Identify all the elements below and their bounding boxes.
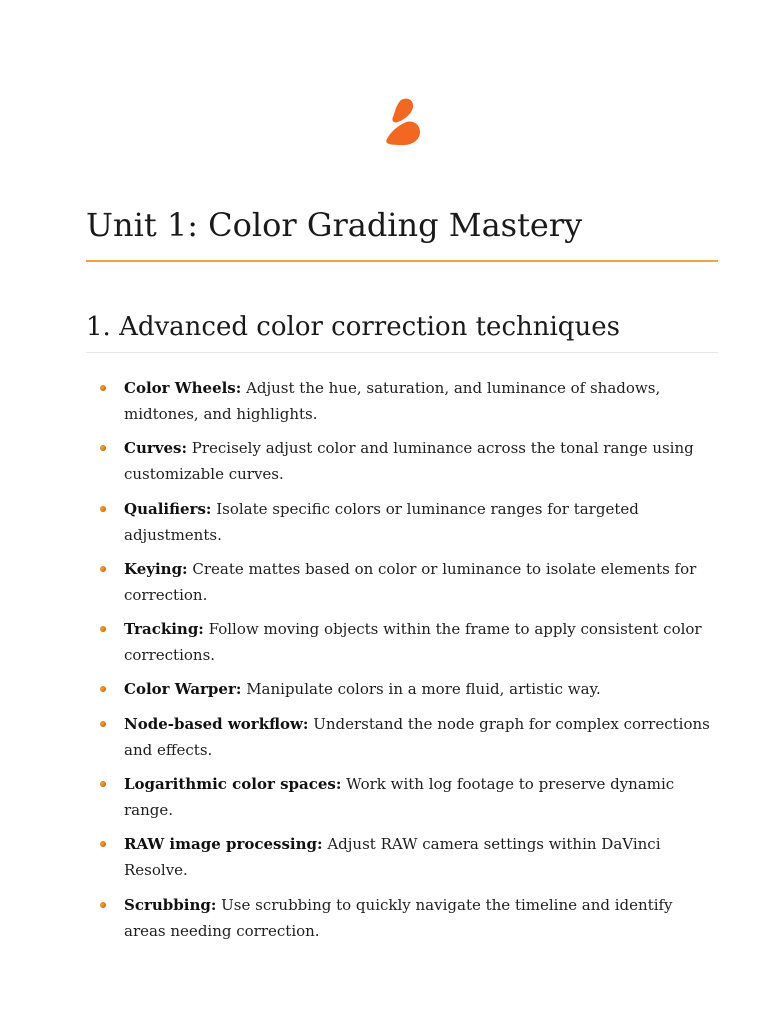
topic-term: Qualifiers: — [124, 499, 212, 518]
topic-description: Isolate specific colors or luminance ranges for targeted adjustments. — [124, 499, 639, 544]
stacked-leaf-logo-icon — [384, 98, 422, 146]
bullet-icon — [100, 385, 106, 391]
list-item — [86, 676, 718, 702]
brand-logo-icon — [384, 98, 422, 146]
bullet-icon — [100, 721, 106, 727]
topic-description: Precisely adjust color and luminance across the tonal range using customizable curves. — [124, 439, 694, 484]
topic-term: Curves: — [124, 439, 187, 458]
topic-term: RAW image processing: — [124, 835, 323, 854]
topic-term: Color Wheels: — [124, 379, 242, 397]
bullet-icon — [100, 506, 106, 512]
list-item — [86, 892, 718, 944]
topic-term: Keying: — [124, 559, 188, 578]
topic-description: Create mattes based on color or luminance to isolate elements for correction. — [124, 559, 697, 604]
topic-term: Logarithmic color spaces: — [124, 775, 342, 794]
bullet-icon — [100, 902, 106, 908]
list-item — [86, 831, 718, 883]
list-item — [86, 375, 718, 427]
topic-term: Node-based workflow: — [124, 714, 309, 733]
list-item — [86, 711, 718, 763]
bullet-icon — [100, 841, 106, 847]
topic-description: Adjust the hue, saturation, and luminance of shadows, midtones, and highlights. — [124, 379, 661, 423]
topic-term: Scrubbing: — [124, 895, 217, 914]
list-item — [86, 771, 718, 823]
topic-description: Follow moving objects within the frame to apply consistent color corrections. — [124, 620, 702, 665]
unit-title-divider — [86, 260, 718, 262]
bullet-icon — [100, 566, 106, 572]
topic-description: Manipulate colors in a more fluid, artistic way. — [241, 680, 601, 699]
list-item — [86, 556, 718, 608]
topic-description: Work with log footage to preserve dynamic range. — [124, 775, 675, 820]
section-title-divider — [86, 352, 718, 353]
topic-description: Adjust RAW camera settings within DaVinci Resolve. — [124, 835, 661, 880]
list-item — [86, 496, 718, 548]
topic-description: Use scrubbing to quickly navigate the timeline and identify areas needing correction. — [124, 895, 673, 940]
bullet-icon — [100, 626, 106, 632]
bullet-icon — [100, 686, 106, 692]
topic-term: Color Warper: — [124, 680, 242, 699]
topic-term: Tracking: — [124, 620, 204, 639]
unit-title: Unit 1: Color Grading Mastery — [86, 206, 583, 244]
bullet-icon — [100, 781, 106, 787]
technique-list — [86, 375, 718, 952]
list-item — [86, 435, 718, 487]
bullet-icon — [100, 445, 106, 451]
topic-description: Understand the node graph for complex corrections and effects. — [124, 714, 710, 759]
list-item — [86, 616, 718, 668]
section-title: 1. Advanced color correction techniques — [86, 312, 620, 342]
